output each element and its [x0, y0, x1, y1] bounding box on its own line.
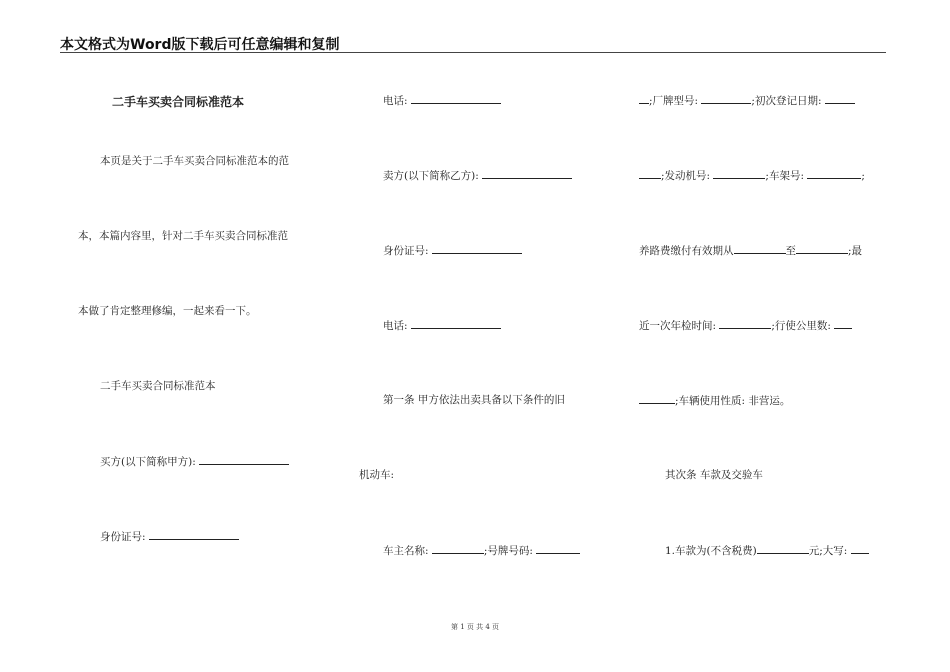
seller-phone-blank[interactable] — [411, 318, 501, 329]
owner-blank[interactable] — [432, 543, 484, 554]
frame-end: ; — [861, 170, 865, 182]
article-1-line: 第一条 甲方依法出卖具备以下条件的旧 — [383, 394, 565, 406]
inspection-line — [639, 318, 852, 333]
mileage-label: ;行使公里数: — [771, 320, 835, 332]
inspection-blank[interactable] — [719, 318, 771, 329]
engine-label: ;发动机号: — [661, 170, 714, 182]
seller-label: 卖方(以下简称乙方): — [383, 170, 483, 182]
usage-line — [639, 393, 790, 408]
price-line — [665, 543, 869, 558]
seller-line — [383, 168, 572, 183]
document-header: 本文格式为Word版下载后可任意编辑和复制 — [60, 37, 340, 53]
buyer-label: 买方(以下简称甲方): — [100, 456, 200, 468]
seller-phone-line — [383, 318, 501, 333]
usage-label: ;车辆使用性质: 非营运。 — [675, 395, 791, 407]
buyer-phone-line — [383, 93, 501, 108]
section-heading: 二手车买卖合同标准范本 — [100, 380, 216, 392]
road-fee-line — [639, 243, 862, 258]
road-fee-to-blank[interactable] — [796, 243, 848, 254]
seller-id-blank[interactable] — [432, 243, 522, 254]
model-blank[interactable] — [701, 93, 751, 104]
document-title: 二手车买卖合同标准范本 — [112, 95, 245, 109]
price-words-blank[interactable] — [851, 543, 869, 554]
price-label: 1.车款为(不含税费) — [665, 545, 757, 557]
frame-label: ;车架号: — [765, 170, 808, 182]
buyer-line — [100, 454, 289, 469]
engine-blank[interactable] — [713, 168, 765, 179]
price-blank[interactable] — [757, 543, 809, 554]
buyer-blank[interactable] — [199, 454, 289, 465]
road-fee-to: 至 — [785, 245, 796, 257]
model-line — [639, 93, 855, 108]
buyer-id-line — [100, 529, 239, 544]
road-fee-from-blank[interactable] — [734, 243, 786, 254]
buyer-id-blank[interactable] — [149, 529, 239, 540]
article-2-line: 其次条 车款及交验车 — [665, 469, 763, 481]
mileage-blank-2[interactable] — [639, 393, 675, 404]
buyer-id-label: 身份证号: — [100, 531, 149, 543]
plate-blank[interactable] — [536, 543, 580, 554]
model-label: ;厂牌型号: — [649, 95, 702, 107]
plate-label: ;号牌号码: — [483, 545, 537, 557]
register-date-blank[interactable] — [825, 93, 855, 104]
seller-id-label: 身份证号: — [383, 245, 432, 257]
seller-id-line — [383, 243, 522, 258]
frame-blank[interactable] — [807, 168, 861, 179]
register-date-label: ;初次登记日期: — [751, 95, 825, 107]
engine-line — [639, 168, 865, 183]
paragraph-1: 本页是关于二手车买卖合同标准范本的范 — [100, 155, 289, 167]
road-fee-end: ;最 — [848, 245, 863, 257]
mileage-blank[interactable] — [834, 318, 852, 329]
owner-plate-line — [383, 543, 580, 558]
buyer-phone-label: 电话: — [383, 95, 411, 107]
price-words-label: 元;大写: — [808, 545, 851, 557]
inspection-label: 近一次年检时间: — [639, 320, 720, 332]
owner-label: 车主名称: — [383, 545, 432, 557]
seller-phone-label: 电话: — [383, 320, 411, 332]
page-number: 第 1 页 共 4 页 — [450, 623, 500, 631]
paragraph-3: 本做了肯定整理修编，一起来看一下。 — [78, 305, 257, 317]
vehicle-line: 机动车: — [359, 469, 395, 481]
road-fee-label: 养路费缴付有效期从 — [639, 245, 734, 257]
prev-blank-2[interactable] — [639, 168, 661, 179]
paragraph-2: 本，本篇内容里，针对二手车买卖合同标准范 — [78, 230, 288, 242]
seller-blank[interactable] — [482, 168, 572, 179]
buyer-phone-blank[interactable] — [411, 93, 501, 104]
prev-blank[interactable] — [639, 93, 649, 104]
header-divider — [60, 52, 886, 53]
